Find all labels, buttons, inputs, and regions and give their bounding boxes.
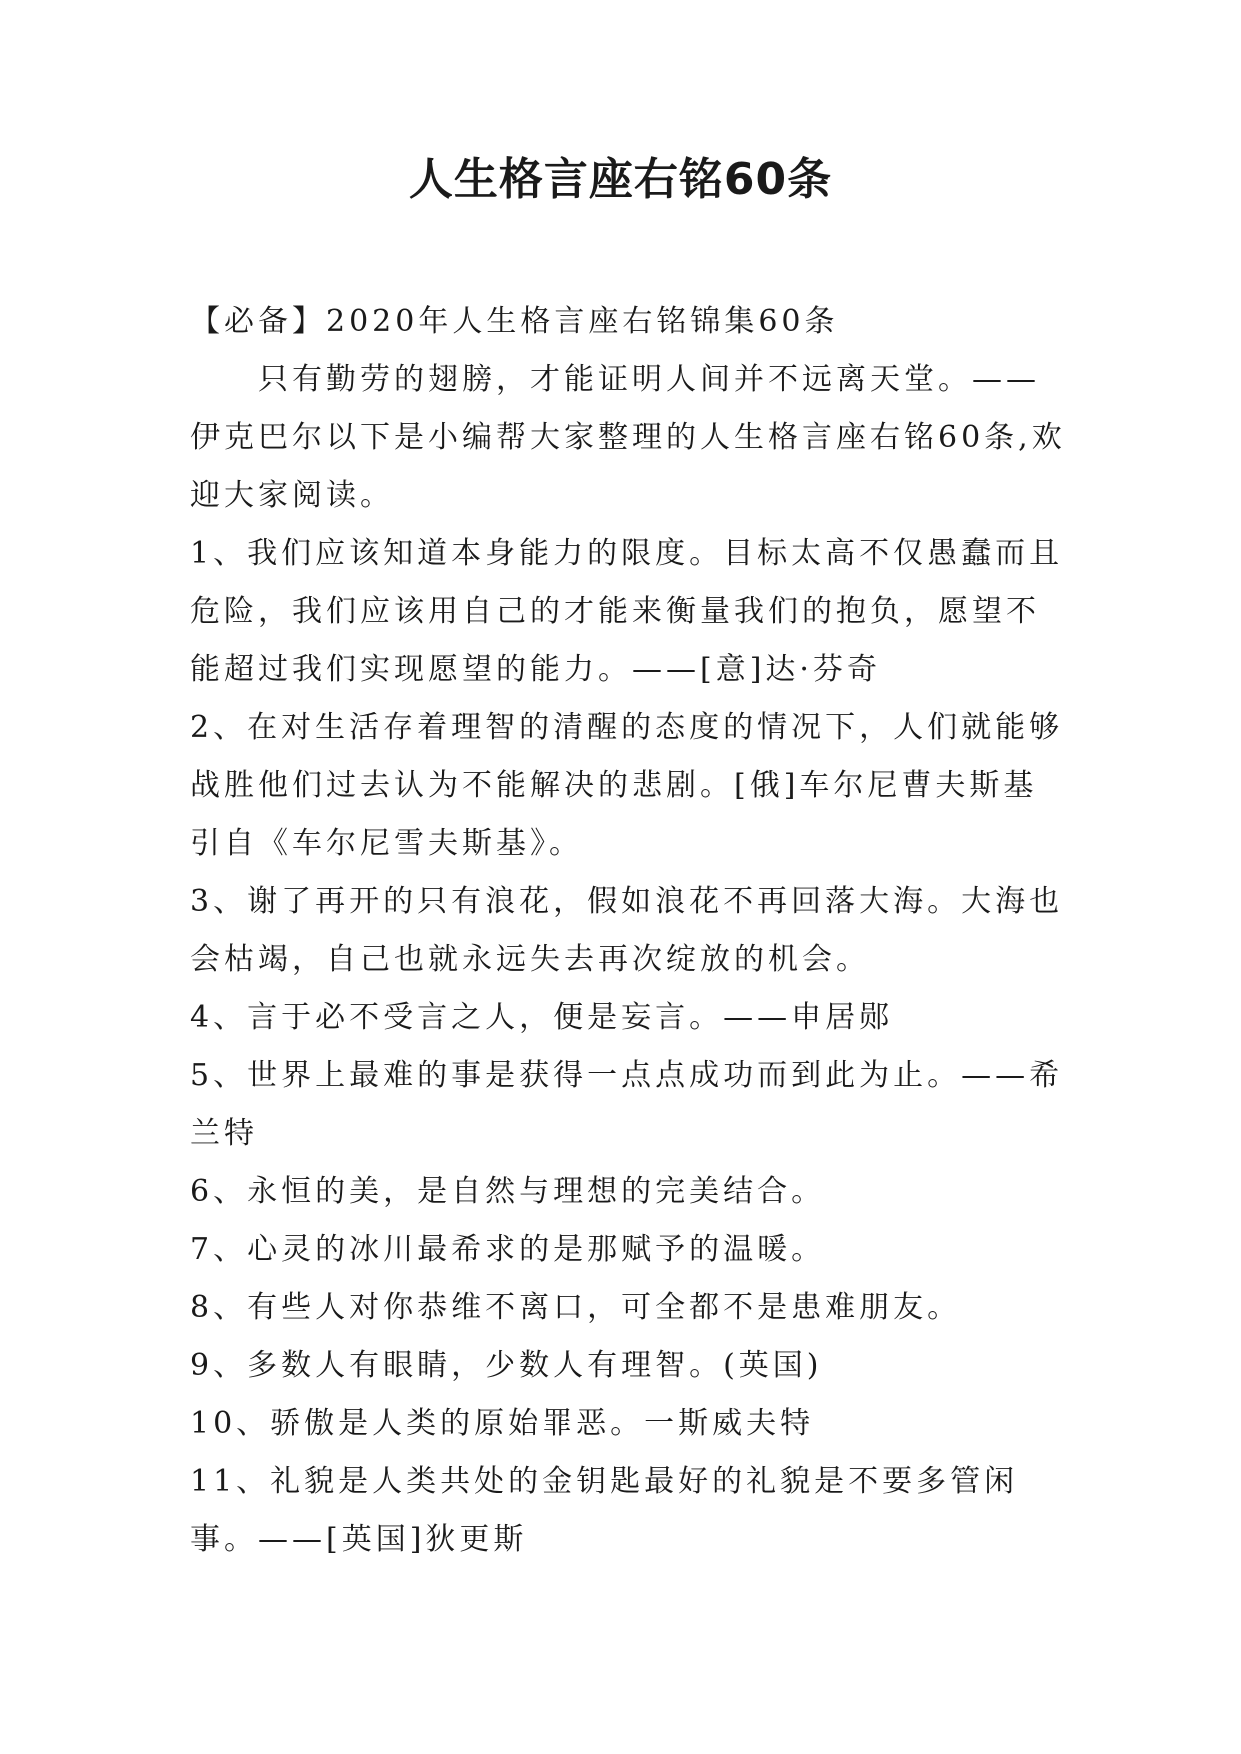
- list-item: 5、世界上最难的事是获得一点点成功而到此为止。——希兰特: [190, 1058, 1064, 1151]
- document-title: 人生格言座右铭60条: [408, 154, 833, 205]
- list-item: 8、有些人对你恭维不离口，可全都不是患难朋友。: [190, 1290, 962, 1325]
- list-item: 4、言于必不受言之人，便是妄言。——申居郧: [190, 1000, 894, 1035]
- document-subtitle: 【必备】2020年人生格言座右铭锦集60条: [190, 304, 839, 339]
- intro-paragraph: 只有勤劳的翅膀，才能证明人间并不远离天堂。——伊克巴尔以下是小编帮大家整理的人生格言座右铭60条,欢迎大家阅读。: [190, 362, 1066, 513]
- list-item: 7、心灵的冰川最希求的是那赋予的温暖。: [190, 1232, 826, 1267]
- list-item: 6、永恒的美，是自然与理想的完美结合。: [190, 1174, 826, 1209]
- list-item: 9、多数人有眼睛，少数人有理智。(英国): [190, 1348, 823, 1383]
- list-item: 3、谢了再开的只有浪花，假如浪花不再回落大海。大海也会枯竭，自己也就永远失去再次绽放的机会。: [190, 884, 1064, 977]
- document-body: [190, 293, 1070, 1569]
- list-item: 1、我们应该知道本身能力的限度。目标太高不仅愚蠢而且危险，我们应该用自己的才能来衡量我们的抱负，愿望不能超过我们实现愿望的能力。——[意]达·芬奇: [190, 536, 1064, 687]
- list-item: 11、礼貌是人类共处的金钥匙最好的礼貌是不要多管闲事。——[英国]狄更斯: [190, 1464, 1019, 1557]
- list-item: 10、骄傲是人类的原始罪恶。一斯威夫特: [190, 1406, 815, 1441]
- list-item: 2、在对生活存着理智的清醒的态度的情况下，人们就能够战胜他们过去认为不能解决的悲剧。[俄]车尔尼曹夫斯基引自《车尔尼雪夫斯基》。: [190, 710, 1064, 861]
